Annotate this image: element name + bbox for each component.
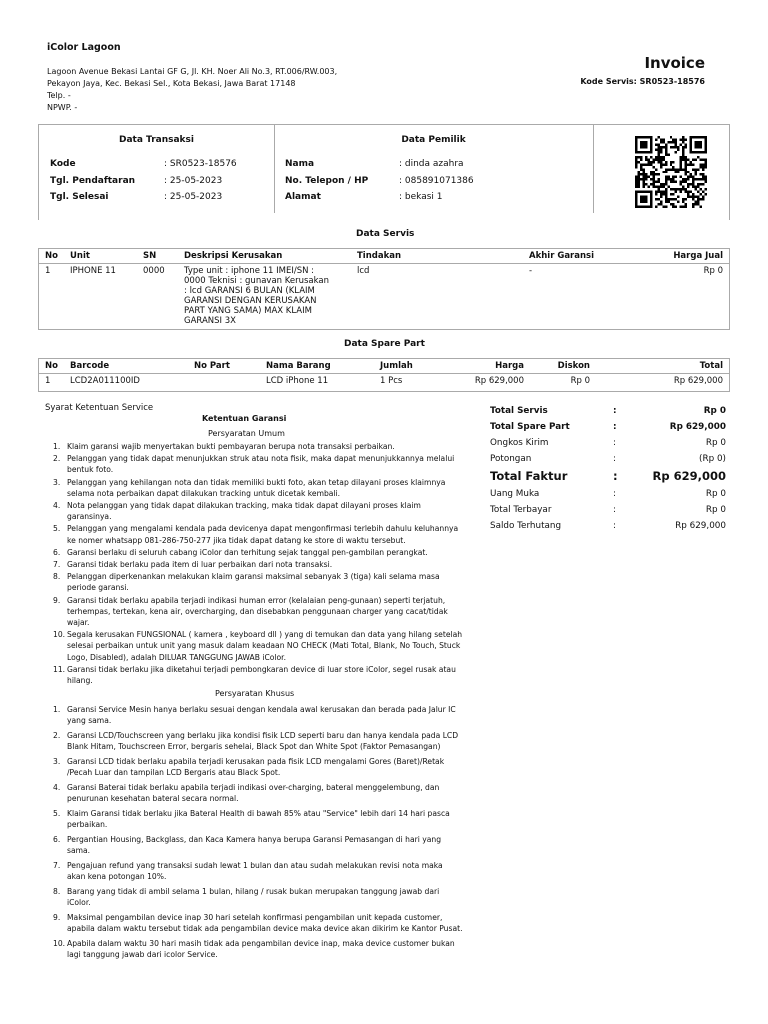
term-number: 2. [53, 454, 61, 464]
term-number: 6. [53, 547, 61, 557]
cell-total: Rp 629,000 [673, 376, 723, 386]
deskripsi-line: : lcd GARANSI 6 BULAN (KLAIM [184, 286, 315, 296]
col-header: No [39, 359, 64, 374]
term-number: 4. [53, 783, 61, 792]
field-value: : 085891071386 [399, 175, 474, 186]
table-header-row [39, 359, 729, 374]
umum-list [53, 441, 463, 687]
col-header: Jumlah [374, 359, 440, 374]
transaksi-heading: Data Transaksi [119, 135, 194, 145]
col-header: Deskripsi Kerusakan [178, 249, 351, 264]
term-item [53, 860, 463, 882]
term-text: Garansi LCD tidak berlaku apabila terjadi kerusakan pada fisik LCD mengalami Gores (Baret)/Retak /Pecah Luar dan tampilan LCD Bergaris atau Black Spot. [67, 757, 445, 778]
cell-harga: Rp 629,000 [474, 376, 524, 386]
totals-panel [490, 403, 726, 534]
servis-heading: Data Servis [356, 229, 415, 239]
total-label: Uang Muka [490, 489, 540, 499]
term-item [53, 704, 463, 726]
term-number: 9. [53, 913, 61, 922]
term-item [53, 441, 463, 452]
term-number: 1. [53, 442, 61, 451]
sparepart-table [39, 359, 729, 388]
field-label: Tgl. Pendaftaran [50, 175, 136, 186]
cell-nama-barang: LCD iPhone 11 [266, 376, 329, 386]
total-colon: : [613, 521, 616, 531]
cell-tindakan: lcd [357, 266, 370, 276]
total-value: Rp 0 [705, 438, 726, 448]
term-number: 5. [53, 524, 61, 534]
term-number: 7. [53, 560, 61, 570]
term-item [53, 547, 463, 558]
total-colon: : [613, 438, 616, 448]
term-item [53, 912, 463, 934]
term-text: Pelanggan diperkenankan melakukan klaim garansi maksimal sebanyak 3 (tiga) kali selama masa periode garansi. [67, 572, 440, 593]
field-label: Alamat [285, 192, 321, 202]
divider [593, 125, 594, 213]
term-text: Apabila dalam waktu 30 hari masih tidak ada pengambilan device inap, maka device customer bukan lagi tanggung jawab dari icolor Service. [67, 939, 455, 960]
total-label: Total Servis [490, 406, 548, 416]
term-text: Garansi LCD/Touchscreen yang berlaku jika kondisi fisik LCD seperti baru dan hanya kendala pada LCD Blank Hitam, Touchscreen Error, bergaris sehelai, Black Spot dan White Spot (Faktor Pemasangan) [67, 731, 459, 752]
term-number: 2. [53, 731, 61, 740]
col-header: No Part [188, 359, 260, 374]
col-header: Barcode [64, 359, 188, 374]
term-number: 5. [53, 809, 61, 818]
term-number: 4. [53, 501, 61, 511]
cell-sn: 0000 [143, 266, 165, 276]
cell-no: 1 [45, 376, 51, 386]
term-text: Maksimal pengambilan device inap 30 hari setelah konfirmasi pengambilan unit kepada customer, apabila dalam waktu tersebut tidak ada pengambilan device maka device akan dikirim ke Kantor Pusat. [67, 913, 463, 934]
field-value: : SR0523-18576 [164, 159, 237, 169]
term-item [53, 595, 463, 629]
term-item [53, 756, 463, 778]
sparepart-heading: Data Spare Part [344, 339, 425, 349]
term-text: Pelanggan yang kehilangan nota dan tidak memiliki bukti foto, akan tetap dilayani proses klaimnya selama nota perbaikan dapat dilakukan tracking untuk dicetak kembali. [67, 477, 446, 498]
term-item [53, 730, 463, 752]
total-colon: : [613, 406, 617, 416]
invoice-title: Invoice [644, 54, 705, 72]
servis-table [39, 249, 729, 328]
transaction-owner-box [38, 124, 730, 220]
term-text: Garansi tidak berlaku pada item di luar perbaikan dari nota transaksi. [67, 560, 333, 570]
total-label: Total Spare Part [490, 422, 570, 432]
total-value: Rp 0 [703, 406, 726, 416]
total-value: Rp 0 [705, 505, 726, 515]
term-text: Pelanggan yang tidak dapat menunjukkan struk atau nota fisik, maka dapat menunjukkannya melalui bentuk foto. [67, 454, 455, 475]
term-item [53, 782, 463, 804]
term-text: Garansi tidak berlaku apabila terjadi indikasi human error (kelalaian peng-gunaan) seperti terjatuh, terhempas, tertekan, kena air, overcharging, dan disebabkan penggunaan charger yang cacat/tidak wajar. [67, 595, 448, 628]
field-value: : bekasi 1 [399, 192, 443, 202]
term-text: Garansi tidak berlaku jika diketahui terjadi pembongkaran device di luar store iColor, segel rusak atau hilang. [67, 664, 456, 686]
term-item [53, 500, 463, 522]
table-header-row [39, 249, 729, 264]
term-text: Nota pelanggan yang tidak dapat dilakukan tracking, maka tidak dapat dilayani proses klaim garansinya. [67, 501, 421, 522]
cell-diskon: Rp 0 [570, 376, 590, 386]
term-number: 3. [53, 757, 61, 766]
field-label: Tgl. Selesai [50, 192, 109, 202]
cell-deskripsi [178, 264, 351, 329]
khusus-list [53, 704, 463, 964]
col-header: Total [596, 359, 729, 374]
khusus-title: Persyaratan Khusus [215, 689, 295, 698]
term-item [53, 886, 463, 908]
service-code: Kode Servis: SR0523-18576 [580, 77, 705, 86]
term-number: 8. [53, 887, 61, 896]
total-row [490, 518, 726, 534]
term-item [53, 477, 463, 499]
term-text: Barang yang tidak di ambil selama 1 bulan, hilang / rusak bukan merupakan tanggung jawab dari iColor. [67, 887, 440, 908]
total-value: Rp 629,000 [675, 521, 726, 531]
field-label: Nama [285, 159, 315, 169]
term-item [53, 453, 463, 475]
total-label: Saldo Terhutang [490, 521, 562, 531]
total-label: Total Faktur [490, 469, 568, 483]
total-colon: : [613, 489, 616, 499]
cell-akhir-garansi: - [529, 266, 533, 276]
total-colon: : [613, 422, 617, 432]
term-number: 3. [53, 477, 61, 487]
total-row [490, 467, 726, 486]
total-label: Potongan [490, 454, 532, 464]
term-text: Garansi berlaku di seluruh cabang iColor dan terhitung sejak tanggal pen-gambilan perangkat. [67, 547, 428, 557]
deskripsi-line: Type unit : iphone 11 IMEI/SN : [184, 266, 315, 276]
term-item [53, 938, 463, 960]
col-header: Unit [64, 249, 137, 264]
total-row [490, 502, 726, 518]
deskripsi-line: 0000 Teknisi : gunavan Kerusakan [184, 276, 330, 286]
term-number: 8. [53, 572, 61, 582]
term-item [53, 808, 463, 830]
col-header: No [39, 249, 64, 264]
total-row [490, 403, 726, 419]
cell-unit: IPHONE 11 [70, 266, 116, 276]
term-number: 10. [53, 939, 66, 948]
term-number: 7. [53, 861, 61, 870]
address-line: Lagoon Avenue Bekasi Lantai GF G, Jl. KH. Noer Ali No.3, RT.006/RW.003, [47, 67, 338, 76]
term-text: Klaim Garansi tidak berlaku jika Bateral Health di bawah 85% atau "Service" lebih dari 14 hari pasca perbaikan. [67, 809, 450, 830]
qr-code [635, 136, 707, 208]
term-number: 6. [53, 835, 61, 844]
cell-no-part [188, 374, 260, 389]
total-colon: : [613, 469, 618, 483]
total-row [490, 451, 726, 467]
total-label: Ongkos Kirim [490, 438, 549, 448]
field-value: : 25-05-2023 [164, 192, 223, 202]
umum-title: Persyaratan Umum [208, 429, 285, 438]
term-item [53, 629, 463, 663]
field-value: : 25-05-2023 [164, 175, 223, 186]
deskripsi-line: GARANSI 3X [184, 316, 236, 326]
term-text: Klaim garansi wajib menyertakan bukti pembayaran berupa nota transaksi perbaikan. [67, 442, 395, 451]
term-number: 10. [53, 630, 66, 640]
term-number: 9. [53, 595, 61, 605]
company-name: iColor Lagoon [47, 42, 121, 53]
transaksi-fields [50, 156, 237, 206]
term-item [53, 571, 463, 593]
phone-line: Telp. - [47, 91, 71, 100]
deskripsi-line: GARANSI DENGAN KERUSAKAN [184, 296, 317, 306]
npwp-line: NPWP. - [47, 103, 78, 112]
total-value: Rp 629,000 [669, 422, 726, 432]
cell-harga-jual: Rp 0 [703, 266, 723, 276]
total-value: Rp 0 [705, 489, 726, 499]
col-header: Tindakan [351, 249, 523, 264]
pemilik-heading: Data Pemilik [401, 135, 466, 145]
cell-no: 1 [45, 266, 51, 276]
col-header: Nama Barang [260, 359, 374, 374]
col-header: SN [137, 249, 178, 264]
term-text: Garansi Baterai tidak berlaku apabila terjadi indikasi over-charging, bateral menggelembung, dan penurunan kesehatan bateral secara normal. [67, 783, 440, 804]
syarat-title: Syarat Ketentuan Service [45, 403, 154, 413]
col-header: Harga Jual [633, 249, 729, 264]
term-item [53, 559, 463, 570]
term-text: Pelanggan yang mengalami kendala pada devicenya dapat mengonfirmasi terlebih dahulu keluhannya ke nomer whatsapp 081-286-750-277 jika tidak dapat datang ke store di waktu tersebut. [67, 524, 459, 545]
term-number: 1. [53, 705, 61, 714]
term-text: Garansi Service Mesin hanya berlaku sesuai dengan kendala awal kerusakan dan berada pada Jalur IC yang sama. [67, 705, 456, 726]
total-label: Total Terbayar [490, 505, 552, 515]
term-text: Pergantian Housing, Backglass, dan Kaca Kamera hanya berupa Garansi Pemasangan di hari yang sama. [67, 835, 442, 856]
total-row [490, 486, 726, 502]
total-row [490, 419, 726, 435]
address-line: Pekayon Jaya, Kec. Bekasi Sel., Kota Bekasi, Jawa Barat 17148 [47, 79, 296, 88]
cell-jumlah: 1 Pcs [380, 376, 403, 386]
total-value: Rp 629,000 [652, 469, 726, 483]
term-text: Segala kerusakan FUNGSIONAL ( kamera , keyboard dll ) yang di temukan dan data yang hilang setelah selesai perbaikan untuk unit yang masuk dalam keadaan NO CHECK (Mati Total, Blank, No Touch, Stuck Logo, Disabled), adalah DILUAR TANGGUNG JAWAB iColor. [67, 630, 463, 662]
col-header: Diskon [530, 359, 596, 374]
term-item [53, 834, 463, 856]
term-item [53, 664, 463, 686]
ketentuan-title: Ketentuan Garansi [202, 414, 287, 423]
total-value: (Rp 0) [699, 454, 726, 464]
pemilik-fields [285, 156, 474, 206]
company-address [47, 66, 337, 114]
field-value: : dinda azahra [399, 159, 464, 169]
term-item [53, 523, 463, 545]
field-label: No. Telepon / HP [285, 175, 369, 186]
total-row [490, 435, 726, 451]
cell-barcode: LCD2A011100ID [70, 376, 140, 386]
term-number: 11. [53, 664, 66, 674]
term-text: Pengajuan refund yang transaksi sudah lewat 1 bulan dan atau sudah melakukan revisi nota maka akan kena potongan 10%. [67, 861, 443, 882]
col-header: Harga [440, 359, 530, 374]
field-label: Kode [50, 159, 76, 169]
total-colon: : [613, 505, 616, 515]
deskripsi-line: PART YANG SAMA) MAX KLAIM [184, 306, 312, 316]
table-row [39, 374, 729, 389]
col-header: Akhir Garansi [523, 249, 633, 264]
total-colon: : [613, 454, 616, 464]
table-row [39, 264, 729, 329]
